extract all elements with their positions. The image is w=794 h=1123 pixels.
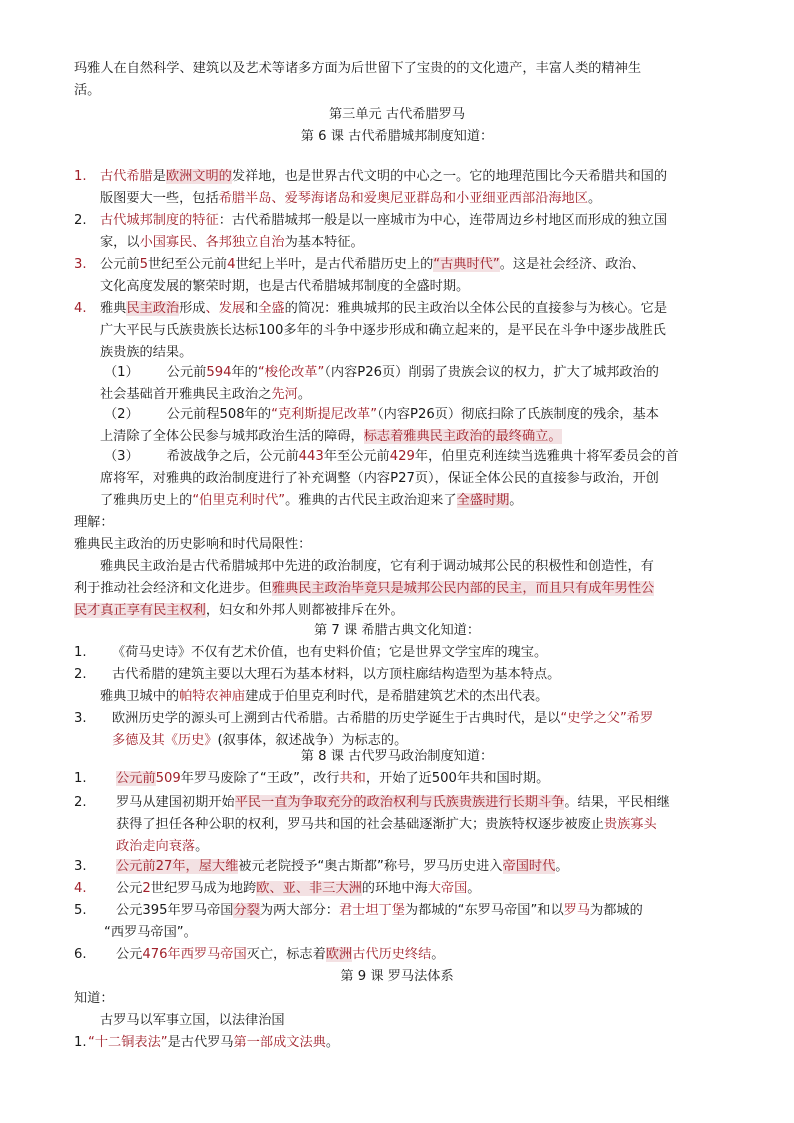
- text-segment: ，改行: [299, 771, 340, 786]
- sub-item-1-line-1: [74, 362, 764, 384]
- text-segment: 的简况：雅典城邦的民主政治以全体公民的直接参与为核心。它是: [284, 301, 668, 316]
- text-segment: 、: [205, 301, 219, 316]
- understand-line-2: [74, 578, 734, 600]
- lesson7-item-2: [74, 664, 734, 686]
- lesson8-item-2-line-3: [74, 836, 776, 858]
- text-segment: 是古代罗马: [167, 1035, 234, 1050]
- text-segment: 利于推动社会经济和文化进步。但: [74, 581, 272, 596]
- text-segment: 被元老院授予“奥古斯都”称号，罗马历史进入: [238, 859, 503, 874]
- text-segment: ：古代希腊城邦一般是以一座城市为中心，连带周边乡村地区而形成的独立国: [218, 213, 668, 228]
- lesson6-item-4-line-3: 族贵族的结果。: [100, 345, 193, 360]
- item-number: 1.: [74, 169, 87, 184]
- text-segment: 欧洲历史学的源头可上溯到古代希腊。古希腊的历史学诞生于古典时代，是以: [112, 711, 561, 726]
- lesson-7-title: 第 7 课 希腊古典文化知道：: [313, 623, 481, 638]
- text-segment: 公元: [116, 881, 143, 896]
- highlight-european-civilization: 欧洲文明的: [165, 169, 232, 184]
- term-ancient-greece: 古代希腊: [100, 169, 153, 184]
- highlight-golden-age: 全盛时期: [456, 493, 510, 508]
- text-segment: 。结果，平民相继: [564, 795, 670, 810]
- understand-label: 理解：: [74, 515, 114, 530]
- item-number: 1.: [74, 771, 87, 786]
- lesson6-item-3-line-1: [74, 254, 734, 276]
- text-segment: 雅典: [100, 301, 127, 316]
- item-number: 1.: [74, 1035, 87, 1050]
- text-segment: 。: [325, 1035, 340, 1050]
- text-segment: （内容P26页）削弱了贵族会议的权力，扩大了城邦政治的: [324, 365, 659, 380]
- know-label: 知道：: [74, 991, 114, 1006]
- text-segment: 共和: [339, 771, 366, 786]
- text-segment: 年，伯里克利连续当选雅典十将军委员会的首: [414, 449, 679, 464]
- text-segment: 。: [509, 493, 523, 508]
- text-segment: 509: [155, 771, 181, 786]
- term-parthenon: 帕特农神庙: [179, 689, 246, 704]
- text-segment: 为都城的“东罗马帝国”和以: [404, 903, 564, 918]
- text-segment: 。: [195, 839, 209, 854]
- text-segment: 5: [139, 257, 148, 272]
- lesson8-item-4: [74, 878, 734, 900]
- text-segment: 年西罗马帝国: [167, 947, 247, 962]
- text-segment: 世纪罗马成为地跨: [150, 881, 257, 896]
- text-segment: 公元前: [100, 257, 140, 272]
- text-segment: 公元: [116, 947, 143, 962]
- understand-line-1: 雅典民主政治是古代希腊城邦中先进的政治制度，它有利于调动城邦公民的积极性和创造性，有: [100, 559, 654, 574]
- term-herodotus-history: 多德及其《历史》: [112, 733, 218, 748]
- lesson7-item-1: [74, 642, 734, 664]
- text-segment: 。: [587, 191, 602, 206]
- text-segment: 了雅典历史上的: [100, 493, 193, 508]
- text-segment: 为基本特征。: [284, 235, 364, 250]
- sub-item-2-line-1: [74, 404, 764, 426]
- text-segment: 发祥地，也是世界古代文明的中心之一。它的地理范围比今天希腊共和国的: [231, 169, 668, 184]
- text-segment: 家，以: [100, 235, 140, 250]
- text-segment: 为两大部分：: [259, 903, 339, 918]
- text-segment: 上清除了全体公民参与城邦政治生活的障碍，: [100, 429, 364, 444]
- text-segment: (叙事体，叙述战争）为标志的。: [217, 733, 408, 748]
- lesson6-item-4-line-2: 广大平民与氏族贵族长达标100多年的斗争中逐步形成和确立起来的，是平民在斗争中逐步战胜氏: [100, 323, 666, 338]
- text-segment: 4: [227, 257, 236, 272]
- lesson6-item-2-line-2: [74, 232, 760, 254]
- text-segment: 27: [155, 859, 173, 874]
- text-segment: 《荷马史诗》不仅有艺术价值，也有史料价值；它是世界文学宝库的瑰宝。: [112, 645, 548, 660]
- sub-item-1-line-2: [74, 384, 760, 406]
- text-segment: 429: [389, 449, 415, 464]
- text-segment: 终结: [404, 947, 432, 962]
- text-segment: 476: [142, 947, 168, 962]
- sub-item-3-line-1: [74, 446, 764, 468]
- understand-title: 雅典民主政治的历史影响和时代局限性：: [74, 537, 312, 552]
- understand-line-3: [74, 600, 734, 622]
- lesson8-item-6: [74, 944, 734, 966]
- lesson8-item-2-line-2: [74, 814, 776, 836]
- text-segment: 政治走向衰落: [116, 839, 196, 854]
- text-segment: “王政”: [259, 771, 300, 786]
- text-segment: 世纪至公元前: [147, 257, 228, 272]
- text-segment: 获得了担任各种公职的权利，罗马共和国的社会基础逐渐扩大；贵族特权逐步被废止: [116, 817, 604, 832]
- text-segment: 世纪上半叶: [235, 257, 302, 272]
- text-segment: 2: [142, 881, 151, 896]
- text-segment: 594: [206, 365, 232, 380]
- term-constantinople: 君士坦丁堡: [338, 903, 405, 918]
- term-father-of-history: “史学之父”希罗: [560, 711, 654, 726]
- text-segment: 古代希腊的建筑主要以大理石为基本材料，以方顶柱廊结构造型为基本特点。: [112, 667, 561, 682]
- text-segment: 年的: [231, 365, 258, 380]
- text-segment: ，开始了近500年共和国时期。: [365, 771, 550, 786]
- sub-item-number: （3）: [104, 449, 139, 464]
- sub-item-3-line-2: 席将军，对雅典的政治制度进行了补充调整（内容P27页），保证全体公民的直接参与政治，开创: [100, 471, 659, 486]
- sub-item-number: （1）: [104, 365, 139, 380]
- highlight-democracy: 民主政治: [126, 301, 180, 316]
- term-geographic-range: 希腊半岛、爱琴海诸岛和爱奥尼亚群岛和小亚细亚西部沿海地区: [218, 191, 588, 206]
- item-number: 3.: [74, 711, 87, 726]
- text-segment: 欧洲: [325, 947, 353, 962]
- term-city-state-features: 古代城邦制度的特征: [100, 213, 219, 228]
- sub-item-2-line-2: [74, 426, 760, 448]
- term-small-states: 小国寡民、各邦独立自治: [139, 235, 285, 250]
- unit-title: 第三单元 古代希腊罗马: [328, 107, 466, 122]
- text-segment: 公元前: [166, 365, 207, 380]
- lesson6-item-1-line-1: [74, 166, 734, 188]
- item-number: 6.: [74, 947, 87, 962]
- text-segment: ，是古代希腊历史上的: [301, 257, 434, 272]
- text-segment: 。: [467, 881, 481, 896]
- term-solon-reform: “梭伦改革”: [257, 365, 325, 380]
- text-segment: 。: [555, 859, 569, 874]
- text-segment: 和: [245, 301, 259, 316]
- text-segment: 灭亡，标志着: [246, 947, 326, 962]
- text-segment: 雅典卫城中的: [100, 689, 180, 704]
- lesson-9-title: 第 9 课 罗马法体系: [340, 969, 454, 984]
- highlight-citizen-rights: 民才真正享有民主权利: [74, 603, 206, 618]
- term-pericles-era: “伯里克利时代”: [192, 493, 286, 508]
- sub-item-3-line-3: [74, 490, 760, 512]
- text-segment: ，妇女和外邦人则都被排斥在外。: [205, 603, 404, 618]
- item-number: 1.: [74, 645, 87, 660]
- lesson7-item-2-line-2: [74, 686, 760, 708]
- text-segment: 是: [152, 169, 166, 184]
- lesson6-item-4-line-1: [74, 298, 734, 320]
- item-number: 2.: [74, 795, 87, 810]
- text-segment: 贵族寡头: [603, 817, 657, 832]
- highlight-empire-era: 帝国时代: [502, 859, 556, 874]
- highlight-three-continents: 欧、亚、非三大洲: [256, 881, 362, 896]
- highlight-plebeian-struggle: 平民一直为争取充分的政治权利与氏族贵族进行长期斗争: [234, 795, 565, 810]
- item-number: 2.: [74, 213, 87, 228]
- lesson9-intro: 古罗马以军事立国，以法律治国: [100, 1013, 285, 1028]
- item-number: 4.: [74, 301, 87, 316]
- item-number: 2.: [74, 667, 87, 682]
- text-segment: 公元395年罗马帝国: [116, 903, 234, 918]
- text-segment: 版图要大一些，包括: [100, 191, 219, 206]
- text-segment: 罗马从建国初期开始: [116, 795, 235, 810]
- text-segment: 大帝国: [427, 881, 468, 896]
- text-segment: 分裂: [233, 903, 260, 918]
- text-segment: 公元前: [116, 771, 156, 786]
- lesson-8-title: 第 8 课 古代罗马政治制度知道：: [300, 749, 494, 764]
- lesson9-item-1: [74, 1032, 734, 1054]
- text-segment: 年，屋大维: [172, 859, 239, 874]
- text-segment: 为都城的: [590, 903, 643, 918]
- text-segment: 罗马: [563, 903, 591, 918]
- lesson6-item-2-line-1: [74, 210, 734, 232]
- lesson8-item-1: [74, 768, 734, 790]
- text-segment: 公元前: [116, 859, 156, 874]
- text-segment: 古代历史: [352, 947, 405, 962]
- text-segment: 建成于伯里克利时代，是希腊建筑艺术的杰出代表。: [245, 689, 549, 704]
- text-segment: 希波战争之后，公元前: [166, 449, 299, 464]
- lesson-6-title: 第 6 课 古代希腊城邦制度知道：: [300, 129, 494, 144]
- term-twelve-tables: “十二铜表法”: [88, 1035, 168, 1050]
- text-segment: 。: [431, 947, 445, 962]
- item-number: 3.: [74, 257, 87, 272]
- sub-item-number: （2）: [104, 407, 139, 422]
- text-segment: 年至公元前: [323, 449, 390, 464]
- lesson8-item-3: [74, 856, 734, 878]
- text-segment: 年罗马废除了: [180, 771, 260, 786]
- highlight-classical-era: “古典时代”: [433, 257, 500, 272]
- item-number: 5.: [74, 903, 87, 918]
- intro-line-1: 玛雅人在自然科学、建筑以及艺术等诸多方面为后世留下了宝贵的的文化遗产，丰富人类的精神生: [74, 61, 642, 76]
- text-segment: 先河: [271, 387, 298, 402]
- lesson6-item-1-line-2: [74, 188, 760, 210]
- text-segment: 社会基础首开雅典民主政治之: [100, 387, 272, 402]
- highlight-democracy-established: 标志着雅典民主政治的最终确立。: [363, 429, 562, 444]
- item-number: 3.: [74, 859, 87, 874]
- text-segment: 全盛: [258, 301, 285, 316]
- text-segment: 。雅典的古代民主政治迎来了: [285, 493, 457, 508]
- text-segment: 。这是社会经济、政治、: [499, 257, 645, 272]
- text-segment: 第一部成文法典: [233, 1035, 326, 1050]
- intro-line-2: 活。: [74, 83, 101, 98]
- lesson8-item-5-line-2: “西罗马帝国”。: [104, 925, 197, 940]
- lesson8-item-2-line-1: [74, 792, 734, 814]
- lesson7-item-3-line-1: [74, 708, 734, 730]
- term-cleisthenes-reform: “克利斯提尼改革”: [271, 407, 378, 422]
- text-segment: 发展: [218, 301, 246, 316]
- lesson6-item-3-line-2: 文化高度发展的繁荣时期，也是古代希腊城邦制度的全盛时期。: [100, 279, 470, 294]
- text-segment: 443: [298, 449, 324, 464]
- text-segment: 形成: [179, 301, 206, 316]
- item-number: 4.: [74, 881, 87, 896]
- text-segment: 。: [297, 387, 311, 402]
- text-segment: 公元前程508年的: [166, 407, 272, 422]
- text-segment: 的环地中海: [361, 881, 428, 896]
- text-segment: （内容P26页）彻底扫除了氏族制度的残余，基本: [377, 407, 659, 422]
- lesson8-item-5-line-1: [74, 900, 734, 922]
- highlight-democracy-limits: 雅典民主政治毕竟只是城邦公民内部的民主，而且只有成年男性公: [271, 581, 655, 596]
